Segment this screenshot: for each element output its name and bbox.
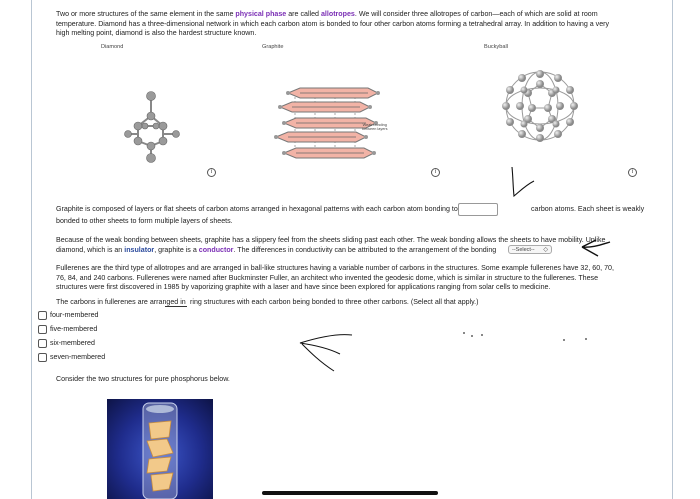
conductivity-para-line-2 [56, 246, 496, 256]
select-value: --Select-- [512, 247, 535, 253]
intro-text: . We will consider three allotropes of carbon—each of which are solid at room [354, 10, 598, 18]
home-indicator-bar[interactable] [262, 491, 438, 495]
checkbox[interactable] [38, 339, 47, 348]
weak-bonding-label-line: between layers [362, 127, 388, 132]
conductivity-text: diamond, which is an [56, 245, 125, 254]
graphite-para-line-1b: carbon atoms. Each sheet is weakly [531, 205, 645, 213]
fullerene-para-line-3: structures were first discovered in 1985 by vaporizing graphite with a laser and have since been explored for applications ranging from solar cells to medicine. [56, 283, 551, 292]
graphite-para-line-1a: Graphite is composed of layers or flat sheets of carbon atoms arranged in hexagonal patterns with each carbon atom bonding to [56, 205, 458, 213]
handwritten-scribble [296, 330, 358, 374]
term-physical-phase: physical phase [235, 10, 287, 18]
phosphorus-photo [107, 399, 213, 499]
graphite-para-line-2: bonded to other sheets to form multiple layers of sheets. [56, 217, 233, 225]
intro-text: Two or more structures of the same element in the same [56, 10, 236, 18]
checkbox[interactable] [38, 311, 47, 320]
option-label: four-membered [50, 311, 99, 319]
diamond-label: Diamond [101, 44, 124, 50]
diamond-structure-image [118, 86, 184, 166]
phosphorus-para: Consider the two structures for pure phosphorus below. [56, 375, 230, 383]
option-label: five-membered [50, 325, 98, 333]
term-allotropes: allotropes [320, 10, 355, 18]
question-blank [165, 306, 187, 307]
conductivity-text: , graphite is a [154, 245, 199, 254]
handwritten-check-mark [508, 163, 538, 201]
chevron-updown-icon: ◇ [543, 247, 548, 253]
graphite-info-icon[interactable]: i [431, 168, 440, 177]
intro-text: are called [286, 10, 321, 18]
fullerene-para-line-2: 76, 84, and 240 carbons. Fullerenes were named after Buckminster Fuller, an architect who invented the geodesic dome, which is similar in structure to the fullerenes. These [56, 273, 599, 282]
option-label: seven-membered [50, 353, 106, 361]
intro-line-3: high melting point, diamond is also the hardest structure known. [56, 29, 257, 38]
question-text-b: ring structures with each carbon being bonded to three other carbons. (Select all that apply.) [190, 298, 479, 306]
option-label: six-membered [50, 339, 95, 347]
buckyball-label: Buckyball [484, 44, 508, 50]
question-text-a: The carbons in fullerenes are arranged in [56, 298, 186, 306]
graphite-label: Graphite [262, 44, 284, 50]
buckyball-structure-image [490, 66, 590, 146]
conductivity-para-line-1: Because of the weak bonding between sheets, graphite has a slippery feel from the sheets sliding past each other. The weak bonding allows the sheets to have mobility. Unlike [56, 236, 606, 244]
intro-line-2: temperature. Diamond has a three-dimensional network in which each carbon atom is bonded to four other carbon atoms forming a tetrahedral array. In addition to having a very [56, 19, 610, 28]
term-conductor: conductor [198, 245, 234, 254]
checkbox[interactable] [38, 353, 47, 362]
bonds-per-carbon-input[interactable] [458, 203, 498, 216]
intro-line-1 [56, 10, 666, 20]
phosphorus-vial-illustration [107, 399, 213, 499]
fullerene-para-line-1: Fullerenes are the third type of allotropes and are arranged in ball-like structures having a variable number of carbons in the structures. Some example fullerenes have 32, 60, 70, [56, 264, 614, 272]
checkbox[interactable] [38, 325, 47, 334]
term-insulator: insulator [124, 245, 155, 254]
handwritten-arrow [580, 236, 614, 262]
buckyball-info-icon[interactable]: i [628, 168, 637, 177]
diamond-info-icon[interactable]: i [207, 168, 216, 177]
handwritten-dots [460, 328, 590, 344]
weak-bonding-label [362, 123, 388, 132]
bonding-arrangement-select[interactable] [508, 245, 552, 254]
weak-bonding-label-line: Weak bonding [362, 123, 387, 127]
conductivity-text: . The differences in conductivity can be attributed to the arrangement of the bonding [233, 245, 497, 254]
